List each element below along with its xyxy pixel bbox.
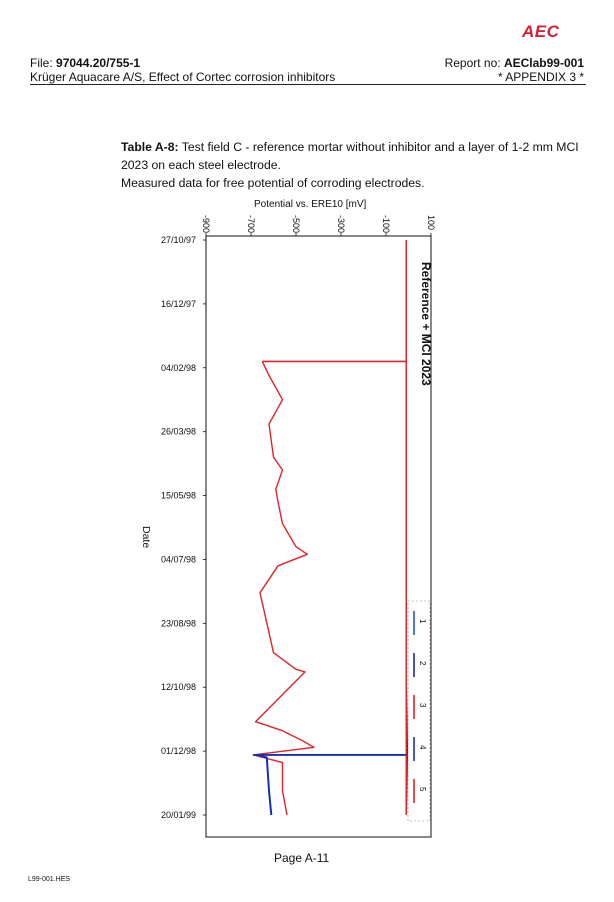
date-tick-label: 27/10/97 [160,235,196,245]
date-tick-label: 01/12/98 [160,746,196,757]
file-label: File: [30,56,57,70]
date-tick-label: 12/10/98 [160,682,196,693]
page-number: Page A-11 [274,851,330,865]
caption-line2: Measured data for free potential of corroding electrodes. [121,176,425,190]
date-tick-label: 16/12/97 [160,298,196,309]
x-tick-label: 100 [426,215,436,231]
chart-title: Reference + MCI 2023 [419,262,433,386]
caption-line1: Test field C - reference mortar without inhibitor and a layer of 1-2 mm MCI 2023 on each steel electrode. [121,140,579,172]
report-value: AEClab99-001 [503,56,584,70]
date-tick-label: 04/02/98 [160,362,196,373]
y-axis-title: Date [140,526,152,549]
subtitle-left: Krüger Aquacare A/S, Effect of Cortec corrosion inhibitors [30,70,336,84]
table-label: Table A-8: [121,140,179,154]
date-tick-label: 15/05/98 [160,490,196,501]
legend-label-5: 5 [418,787,427,792]
file-value: 97044.20/755-1 [56,56,141,70]
legend-label-4: 4 [418,745,427,750]
x-tick-label: -500 [291,215,301,234]
date-tick-label: 20/01/99 [160,810,196,820]
x-tick-label: -900 [201,215,211,234]
aec-logo: AEC [522,22,560,41]
x-tick-label: -300 [336,215,346,234]
x-tick-label: -700 [246,215,256,234]
date-tick-label: 23/08/98 [160,618,196,629]
date-tick-label: 26/03/98 [160,426,196,437]
series-3-line [253,361,314,815]
plot-frame [206,236,431,837]
legend-label-2: 2 [418,661,427,666]
appendix-label: * APPENDIX 3 * [497,70,584,84]
report-label: Report no: [444,56,504,70]
legend-label-3: 3 [418,703,427,708]
document-code: L99-001.HES [28,876,71,883]
legend-label-1: 1 [418,619,427,624]
date-tick-label: 04/07/98 [160,554,196,565]
x-tick-label: -100 [381,215,391,234]
series-4-line [256,755,272,815]
x-axis-title: Potential vs. ERE10 [mV] [254,199,367,210]
